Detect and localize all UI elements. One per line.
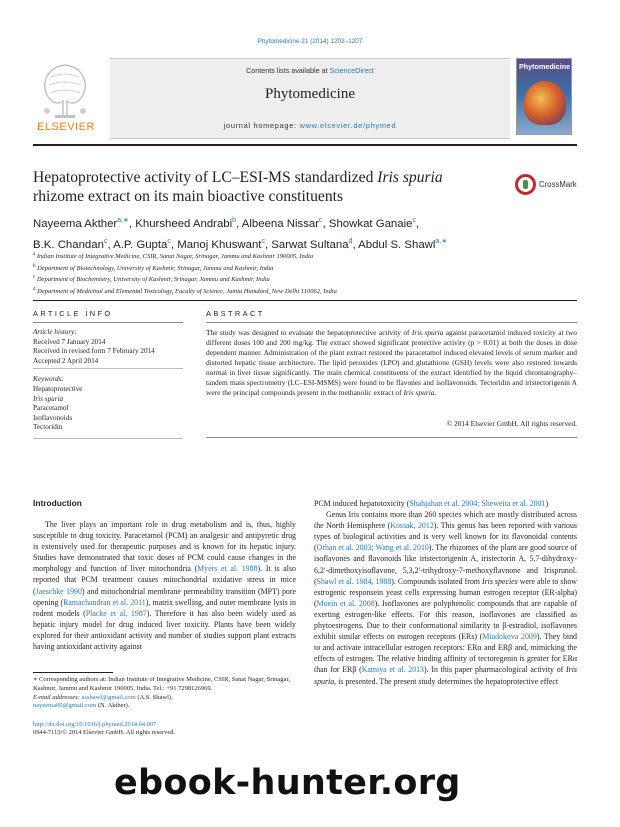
journal-name: Phytomedicine: [265, 86, 355, 102]
keyword-item: Isoflavonoids: [33, 413, 73, 422]
intro-paragraph-2: Genus Iris contains more than 260 species which are mostly distributed across the North Hemisphere (Kossak, 2012). This genus has been reported with various types of biological activities and is very well known for its flavonoidal contents (Orhan et al. 2003; Wang et al. 2010). The rhizomes of the plant are good source of isoflavones and flavonoids like iristectorigenin A, iristectorin A, 5,7-dihydroxy-6,2′-dimethoxyisoflavone, 5,3,2′-trihydroxy-7-methoxyflavnone and Irisprunol. (Shawl et al. 1984, 1988). Compounds isolated from Iris species were able to show estrogenic responsein yeast cells expressing human estrogen receptor (ER-alpha) (Moein et al. 2008). Isoflavones are polyphenolic compounds that are capable of exerting estrogen-like effects. For this reason, isoflavones are classified as phytoestrogens. Due to their conformational similarity to β-estradiol, isoflavones exhibit similar effects on estrogen receptors (ERs) (Miadokova 2009). They bind to and activate intracellular estrogen receptors: ERα and ERβ and, mimicking the effects of estrogen. The relative binding affinity of tectoregenin is greater for ERα than for ERβ (Kamiya et al. 2013). In this paper pharmacological activity of Iris spuria, is presented. The present study determines the hepatoprotective effect: [314, 510, 578, 686]
affiliation-item: $^d$ Department of Medicinal and Elemental Toxicology, Faculty of Science, Jamia Hamdard, New Delhi 110062, India: [33, 286, 337, 295]
info-bottom-rule: [33, 438, 183, 439]
issn-line: 0944-7113/© 2014 Elsevier GmbH. All rights reserved.: [33, 729, 175, 737]
homepage-link[interactable]: www.elsevier.de/phymed: [299, 121, 397, 130]
author-affiliation-marker[interactable]: c: [261, 237, 265, 245]
journal-homepage: journal homepage: www.elsevier.de/phymed: [223, 121, 397, 130]
citation-link[interactable]: Placke et al. 1987: [85, 608, 147, 618]
authors-line-2: B.K. Chandan$^c$, A.P. Gupta$^c$, Manoj Khuswant$^c$, Sarwat Sultana$^d$, Abdul S. Shawl$^{a,∗}$: [33, 237, 448, 251]
abstract-rule: [206, 322, 577, 323]
crossmark-label: CrossMark: [539, 180, 577, 189]
footnote-rule: [33, 672, 113, 673]
affiliation-item: $^b$ Department of Biotechnology, University of Kashmir, Srinagar, Jammu and Kashmir, India: [33, 263, 274, 272]
history-label: Article history:: [33, 328, 77, 336]
crossmark-badge[interactable]: [515, 174, 577, 196]
watermark-text: ebook-hunter.org: [114, 763, 461, 803]
accepted-date: Accepted 2 April 2014: [33, 356, 99, 365]
email-link-akther[interactable]: nayeema00@gmail.com: [33, 702, 97, 710]
author-name: Showkat Ganaie: [328, 217, 413, 230]
citation-link[interactable]: Jaeschke 1990: [35, 586, 82, 596]
article-title: Hepatoprotective activity of LC–ESI-MS standardized Iris spuria rhizome extract on its main bioactive constituents: [33, 169, 443, 205]
author-affiliation-marker[interactable]: b: [232, 217, 237, 224]
author-affiliation-marker[interactable]: a,∗: [435, 237, 448, 245]
author-affiliation-marker[interactable]: c: [412, 217, 416, 224]
author-affiliation-marker[interactable]: c: [319, 217, 323, 224]
intro-paragraph-1-continued: PCM induced hepatotoxicity (Shahjahan et al. 2004; Sheweita et al. 2001): [314, 499, 549, 508]
citation-link[interactable]: Ramachandran et al. 2011: [63, 597, 146, 607]
authors-line-1: Nayeema Akther$^{a,∗}$, Khursheed Andrabi$^b$, Albeena Nissar$^c$, Showkat Ganaie$^c$,: [33, 217, 420, 230]
doi-link[interactable]: http://dx.doi.org/10.1016/j.phymed.2014.04.007: [33, 721, 157, 728]
affiliations: [33, 250, 573, 296]
corresponding-author-footnote: ∗ Corresponding authors at: Indian Institute of Integrative Medicine, CSIR, Sanat Nagar, Srinagar, Kashmir, Jammu and Kashmir 190005, India. Tel.: +91 7298126969. E-mail addresses: asshawl@gmail.com (A.S. Shawl), nayeema00@gmail.com (N. Akther).: [33, 676, 290, 710]
author-name: B.K. Chandan: [33, 238, 104, 251]
crossmark-icon: [515, 174, 536, 195]
author-affiliation-marker[interactable]: c: [103, 237, 108, 245]
citation-link[interactable]: Moein et al. 2008: [316, 598, 375, 608]
author-list: [33, 212, 553, 254]
citation-link[interactable]: Orhan et al. 2003; Wang et al. 2010: [316, 543, 429, 553]
body-column-right: [314, 498, 577, 687]
citation-link[interactable]: Shawl et al. 1984, 1988: [316, 576, 392, 586]
author-name: Abdul S. Shawl: [358, 238, 436, 251]
article-info-rule: [33, 322, 183, 323]
author-name: Albeena Nissar: [241, 217, 320, 230]
keywords-label: Keywords:: [33, 375, 64, 384]
abstract-bottom-rule: [206, 437, 577, 438]
cover-title: Phytomedicine: [519, 62, 571, 71]
citation-link[interactable]: Kossak, 2012: [390, 521, 434, 531]
author-name: A.P. Gupta: [113, 238, 168, 251]
citation-link[interactable]: Kamiya et al. 2013: [361, 665, 425, 675]
citation-link[interactable]: Miadokova 2009: [482, 632, 537, 642]
citation-link[interactable]: Myers et al. 1988: [197, 564, 258, 574]
affiliation-item: $^a$ Indian Institute of Integrative Medicine, CSIR, Sanat Nagar, Srinagar, Jammu and Kashmir 190005, India: [33, 252, 314, 261]
received-date: Received 7 January 2014: [33, 337, 106, 346]
author-name: Sarwat Sultana: [271, 238, 349, 251]
copyright-notice: © 2014 Elsevier GmbH. All rights reserved.: [446, 419, 577, 428]
keyword-item: Iris spuria: [33, 394, 64, 403]
cover-artwork: [524, 81, 566, 125]
citation-link[interactable]: Shahjahan et al. 2004; Sheweita et al. 2001: [409, 499, 546, 508]
journal-reference[interactable]: Phytomedicine 21 (2014) 1202–1207: [257, 38, 363, 45]
introduction-heading: Introduction: [33, 498, 82, 508]
article-info-heading: ARTICLE INFO: [33, 309, 113, 318]
revised-date: Received in revised form 7 February 2014: [33, 347, 155, 356]
info-divider: [33, 368, 183, 369]
keyword-item: Hepatoprotective: [33, 384, 83, 393]
intro-paragraph-1: The liver plays an important role in drug metabolism and is, thus, highly susceptible to drug toxicity. Paracetamol (PCM) an analgesic and antipyretic drug is extensively used for therapeutic purposes and is known for its hepatic injury. Studies have demonstrated that toxic doses of PCM could cause changes in the morphology and function of liver mitochondria (Myers et al. 1988). It is also reported that PCM treatment causes mitochondrial oxidative stress in mice (Jaeschke 1990) and mitochondrial membrane permeability transition (MPT) pore opening (Ramachandran et al. 2011), matrix swelling, and outer membrane lysis in rodent models (Placke et al. 1987). Therefore it has also been widely used as hepatic injury model for drug induced liver toxicity. Plants have been widely explored for their antioxidant activity and number of studies support plant extracts having antioxidant activity against: [33, 520, 297, 652]
author-affiliation-marker[interactable]: c: [167, 237, 171, 245]
body-column-left: [33, 519, 296, 652]
keyword-list: [33, 385, 173, 433]
keyword-item: Tectoridin: [33, 423, 63, 432]
author-affiliation-marker[interactable]: a,∗: [117, 217, 129, 224]
sciencedirect-link[interactable]: ScienceDirect: [329, 66, 374, 75]
publisher-logo-text: ELSEVIER: [37, 121, 95, 133]
article-info: [33, 328, 173, 433]
author-name: Nayeema Akther: [33, 217, 118, 230]
keyword-item: Paracetamol: [33, 404, 69, 413]
contents-line: Contents lists available at ScienceDirect: [246, 66, 374, 75]
journal-cover-image[interactable]: [516, 58, 572, 135]
affiliation-item: $^c$ Department of Biochemistry, University of Kashmir, Srinagar, Jammu and Kashmir, India: [33, 275, 270, 284]
section-rule: [33, 300, 577, 301]
author-name: Khursheed Andrabi: [135, 217, 233, 230]
author-affiliation-marker[interactable]: d: [348, 237, 353, 245]
doi-block: [33, 721, 296, 738]
email-link-shawl[interactable]: asshawl@gmail.com: [81, 693, 136, 701]
abstract-heading: ABSTRACT: [206, 309, 265, 318]
author-name: Manoj Khuswant: [177, 238, 262, 251]
header-rule: [33, 144, 577, 146]
abstract-text: The study was designed to evaluate the hepatoprotective activity of Iris spuria against paracetamol induced toxicity at two different doses 100 and 200 mg/kg. The extract showed significant protective activity (p > 0.01) at both the doses in dose dependent manner. Administration of the plant extract restored the paracetamol induced elevated levels of serum marker and distorted hepatic tissue architecture. The lipid peroxides (LPO) and glutathione (GSH) levels were also restored towards normal in liver tissue significantly. The main chemical constituents of the extract identified by the liquid chromatography–tandem mass spectrometry (LC–ESI-MSMS) were found to be flavones and isoflavonoids. Tectoridin and iristectorigenin A were the principal compounds present in the methanolic extract of Iris spuria.: [206, 328, 577, 397]
